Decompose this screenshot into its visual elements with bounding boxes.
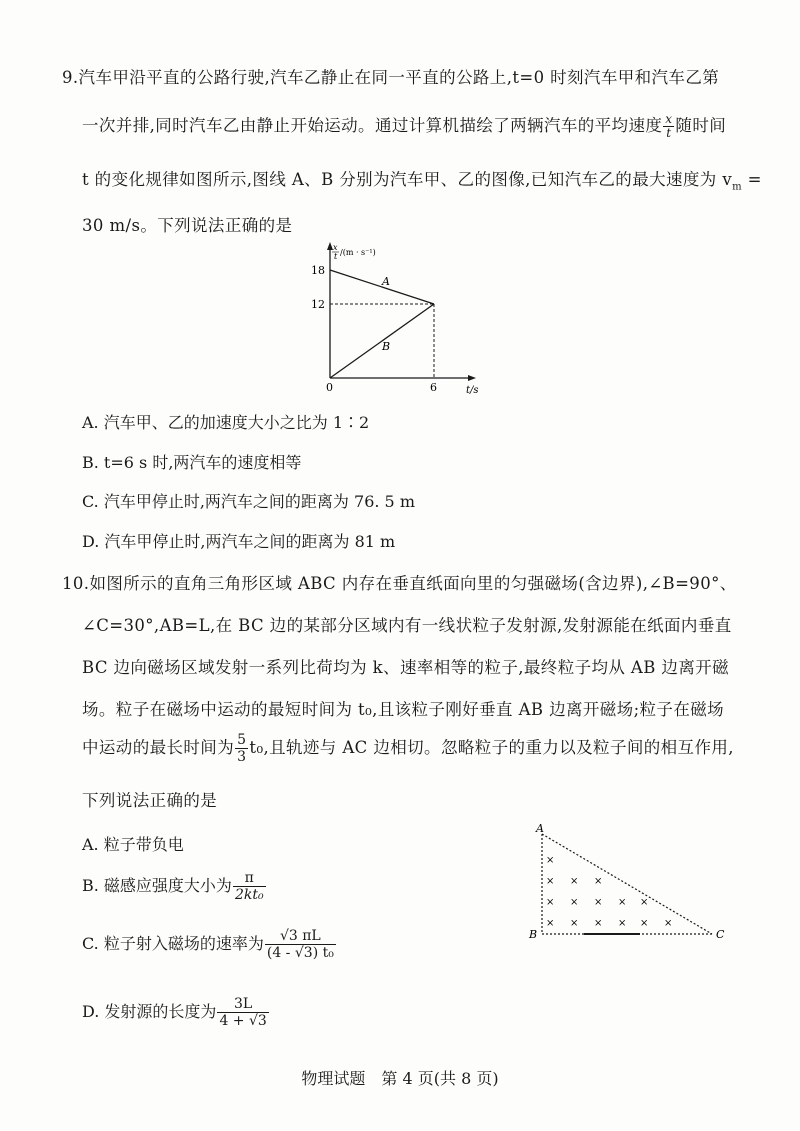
q9-line1 (62, 64, 719, 88)
cross-13: × (618, 918, 627, 929)
graph-x-arrow (468, 375, 476, 381)
triangle-label-a: A (536, 822, 544, 835)
graph-x-label: t/s (466, 385, 479, 396)
q9-text-3-sub: m (732, 181, 742, 193)
q10-option-b: B. 磁感应强度大小为 $\frac{\pi}{\text{2kt₀}}$ (82, 870, 264, 903)
q9-line2 (82, 112, 726, 140)
q9-text-4: 30 m/s。下列说法正确的是 (82, 216, 293, 235)
graph-tick-6: 6 (430, 381, 437, 394)
q10-number: 10. (62, 574, 90, 593)
cross-2: × (546, 876, 555, 887)
cross-15: × (664, 918, 673, 929)
cross-5: × (546, 897, 555, 908)
graph-tick-0: 0 (326, 381, 333, 394)
q9-option-a: A. 汽车甲、乙的加速度大小之比为 1∶2 (82, 413, 370, 432)
cross-4: × (594, 876, 603, 887)
q10-line5 (82, 732, 734, 765)
q10-line3 (82, 654, 729, 678)
q9-line3 (82, 166, 762, 192)
q9-option-c: C. 汽车甲停止时,两汽车之间的距离为 76. 5 m (82, 492, 415, 511)
cross-8: × (618, 897, 627, 908)
q10-text-4: 场。粒子在磁场中运动的最短时间为 t₀,且该粒子刚好垂直 AB 边离开磁场;粒子在磁场 (82, 700, 725, 719)
q9-text-1: 汽车甲沿平直的公路行驶,汽车乙静止在同一平直的公路上,t=0 时刻汽车甲和汽车乙第 (78, 68, 720, 87)
q10-text-5b: t₀,且轨迹与 AC 边相切。忽略粒子的重力以及粒子间的相互作用, (249, 738, 734, 757)
graph-tick-18: 18 (311, 264, 325, 277)
q10-option-b-fraction: $\frac{\pi}{\text{2kt₀}}$ (234, 870, 264, 903)
q9-text-2a: 一次并排,同时汽车乙由静止开始运动。通过计算机描绘了两辆汽车的平均速度 (82, 116, 663, 135)
graph-y-label-den: t (334, 252, 338, 261)
graph-label-b: B (382, 340, 391, 353)
q10-five-thirds-fraction: $\frac{5}{3}$ (237, 732, 247, 765)
cross-10: × (546, 918, 555, 929)
q9-avg-velocity-fraction: $\frac{x}{t}$ (665, 112, 673, 140)
cross-11: × (570, 918, 579, 929)
cross-7: × (594, 897, 603, 908)
triangle-edge-ac (542, 834, 712, 934)
cross-14: × (640, 918, 649, 929)
q9-text-2b: 随时间 (675, 116, 727, 135)
q9-option-b: B. t=6 s 时,两汽车的速度相等 (82, 453, 302, 472)
graph-tick-12: 12 (311, 298, 325, 311)
q10-text-3: BC 边向磁场区域发射一系列比荷均为 k、速率相等的粒子,最终粒子均从 AB 边离开磁 (82, 658, 730, 677)
page-footer: 物理试题 第 4 页(共 8 页) (301, 1069, 499, 1088)
q9-number: 9. (62, 68, 79, 87)
q10-option-d-fraction: $\frac{3L}{4 + √3}$ (219, 996, 267, 1029)
q10-text-2: ∠C=30°,AB=L,在 BC 边的某部分区域内有一线状粒子发射源,发射源能在纸面内垂直 (82, 616, 732, 635)
q10-line2 (82, 612, 732, 636)
q9-line4 (82, 212, 292, 236)
q10-option-c: C. 粒子射入磁场的速率为 $\frac{√3 \pi L}{\text{(4 - √3) t₀}}$ (82, 928, 334, 961)
q10-text-6: 下列说法正确的是 (82, 791, 218, 810)
cross-9: × (640, 897, 649, 908)
q9-text-3: t 的变化规律如图所示,图线 A、B 分别为汽车甲、乙的图像,已知汽车乙的最大速度为 v (82, 170, 733, 189)
q10-option-a: A. 粒子带负电 (82, 835, 184, 854)
q10-option-c-fraction: $\frac{√3 \pi L}{\text{(4 - √3) t₀}}$ (266, 928, 334, 961)
q10-line4 (82, 696, 724, 720)
magnetic-field-crosses (546, 855, 672, 929)
graph-y-label-unit: /(m · s⁻¹) (340, 248, 376, 257)
q9-graph (300, 240, 500, 400)
cross-3: × (570, 876, 579, 887)
triangle-label-c: C (716, 928, 725, 941)
cross-6: × (570, 897, 579, 908)
q10-line6 (82, 787, 217, 811)
cross-1: × (546, 855, 555, 866)
graph-y-label-num: x (333, 243, 338, 252)
graph-label-a: A (382, 275, 390, 288)
q10-option-d: D. 发射源的长度为 $\frac{3L}{4 + √3}$ (82, 996, 267, 1029)
cross-12: × (594, 918, 603, 929)
q10-text-1: 如图所示的直角三角形区域 ABC 内存在垂直纸面向里的匀强磁场(含边界),∠B=90°、 (89, 574, 737, 593)
q9-option-d: D. 汽车甲停止时,两汽车之间的距离为 81 m (82, 532, 396, 551)
triangle-label-b: B (529, 928, 538, 941)
q9-text-3-end: = (741, 170, 762, 189)
q10-triangle-figure (528, 822, 738, 952)
q10-line1 (62, 570, 737, 594)
q10-text-5a: 中运动的最长时间为 (82, 738, 235, 757)
